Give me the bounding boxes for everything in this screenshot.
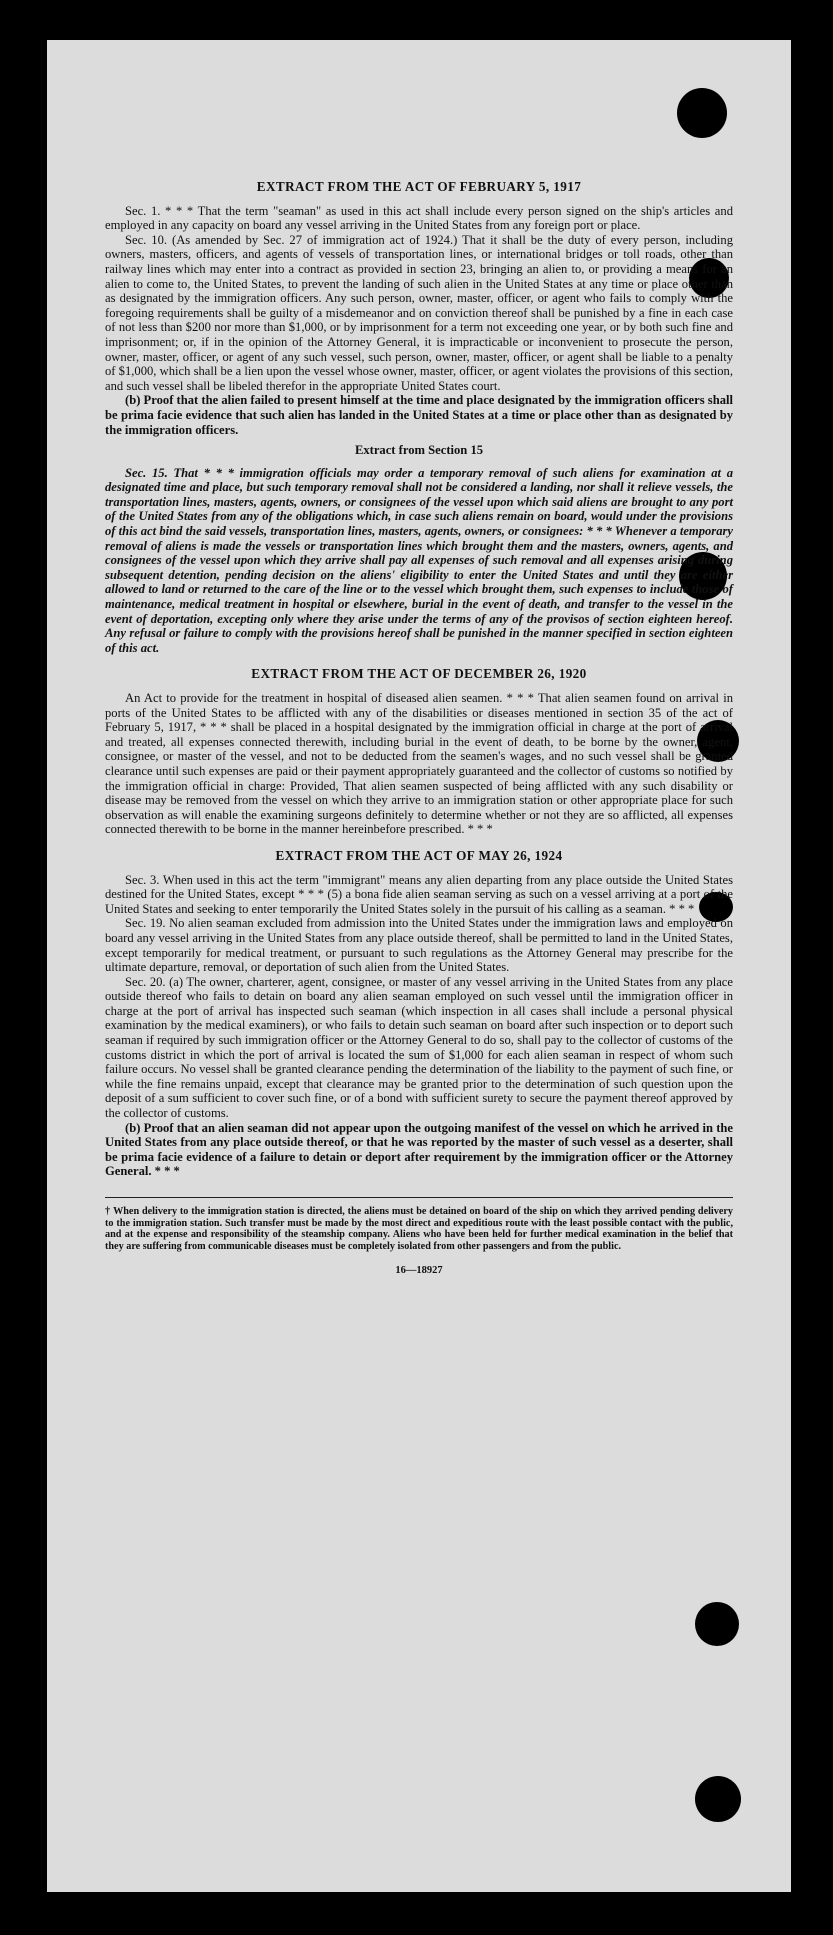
section-20a-paragraph: Sec. 20. (a) The owner, charterer, agent, consignee, or master of any vessel arriving in the United States from any place outside thereof who fails to detain on board any alien seaman employed on such vessel until the immigration officer in charge at the port of arrival has inspected such seaman (which inspection in all cases shall include a personal physical examination by the medical examiners), or who fails to detain such seaman on board after such inspection or to deport such seaman if required by such immigration officer or the Attorney General to do so, shall pay to the collector of customs of the customs district in which the port of arrival is located the sum of $1,000 for each alien seaman in respect of whom such failure occurs. No vessel shall be granted clearance pending the determination of the liability to the payment of such fine, or while the fine remains unpaid, except that clearance may be granted prior to the determination of such question upon the deposit of a sum sufficient to cover such fine, or of a bond with sufficient surety to secure the payment thereof approved by the collector of customs. (105, 974, 733, 1121)
footnote-divider (105, 1197, 733, 1198)
heading-act-1920: EXTRACT FROM THE ACT OF DECEMBER 26, 1920 (251, 666, 587, 682)
section-10-paragraph: Sec. 10. (As amended by Sec. 27 of immigration act of 1924.) That it shall be the duty of every person, including owners, masters, officers, and agents of vessels of transportation lines, or international bridges or toll roads, other than railway lines which may enter into a contract as provided in section 23, bringing an alien to, or providing a means for an alien to come to, the United States, to prevent the landing of such alien in the United States at any time or place other than as designated by the immigration officers. Any such person, owner, master, officer, or agent who fails to comply with the foregoing requirements shall be guilty of a misdemeanor and on conviction thereof shall be punished by a fine in each case of not less than $200 nor more than $1,000, or by imprisonment for a term not exceeding one year, or by both such fine and imprisonment; or, if in the opinion of the Attorney General, it is impracticable or inconvenient to prosecute the person, owner, master, officer, or agent of any such vessel, such person, owner, master, officer, or agent shall be liable to a penalty of $1,000, which shall be a lien upon the vessel whose owner, master, officer, or agent violates the provisions of this section, and such vessel shall be libeled therefor in the appropriate United States court. (105, 232, 733, 393)
document-body (105, 180, 733, 1279)
punch-hole (695, 1602, 739, 1646)
section-20b-paragraph: (b) Proof that an alien seaman did not appear upon the outgoing manifest of the vessel on which he arrived in the United States from any place outside thereof, or that he was reported by the master of such vessel as a deserter, shall be prima facie evidence of a failure to detain or deport after requirement by the immigration officer or the Attorney General. * * * (105, 1120, 733, 1179)
heading-act-1924: EXTRACT FROM THE ACT OF MAY 26, 1924 (275, 847, 563, 863)
section-3-paragraph: Sec. 3. When used in this act the term "immigrant" means any alien departing from any place outside the United States destined for the United States, except * * * (5) a bona fide alien seaman serving as such on a vessel arriving at a port of the United States and seeking to enter temporarily the United States solely in the pursuit of his calling as a seaman. * * * (105, 872, 733, 916)
punch-hole (677, 88, 727, 138)
section-10b-paragraph: (b) Proof that the alien failed to present himself at the time and place designated by the immigration officers shall be prima facie evidence that such alien has landed in the United States at a time or place other than as designated by the immigration officers. (105, 393, 733, 437)
section-19-paragraph: Sec. 19. No alien seaman excluded from admission into the United States under the immigration laws and employed on board any vessel arriving in the United States from any place outside thereof, shall be permitted to land in the United States, except temporarily for medical treatment, or pursuant to such regulations as the Attorney General may prescribe for the ultimate departure, removal, or deportation of such alien from the United States. (105, 916, 733, 975)
heading-act-1917: EXTRACT FROM THE ACT OF FEBRUARY 5, 1917 (256, 179, 582, 194)
section-1-paragraph: Sec. 1. * * * That the term "seaman" as used in this act shall include every person signed on the ship's articles and employed in any capacity on board any vessel arriving in the United States from any foreign port or place. (105, 203, 733, 233)
punch-hole (695, 1776, 741, 1822)
subheading-section-15: Extract from Section 15 (354, 443, 484, 458)
form-number: 16—18927 (395, 1265, 443, 1277)
footnote: † When delivery to the immigration station is directed, the aliens must be detained on board of the ship on which they arrived pending delivery to the immigration station. Such transfer must be made by the most direct and expeditious route with the least possible contact with the public, and at the expense and responsibility of the steamship company. Aliens who have been held for further medical examination in the belief that they are suffering from communicable diseases must be completely isolated from other passengers and from the public. (105, 1206, 733, 1252)
document-page (47, 40, 791, 1892)
act-1920-paragraph: An Act to provide for the treatment in hospital of diseased alien seamen. * * * That alien seamen found on arrival in ports of the United States to be afflicted with any of the disabilities or diseases mentioned in section 35 of the act of February 5, 1917, * * * shall be placed in a hospital designated by the immigration official in charge at the port of arrival and treated, all expenses connected therewith, including burial in the event of death, to be borne by the owner, agent, consignee, or master of the vessel, and not to be deducted from the seamen's wages, and no such vessel shall be granted clearance until such expenses are paid or their payment appropriately guaranteed and the collector of customs so notified by the immigration official in charge: Provided, That alien seamen suspected of being afflicted with any such disability or disease may be removed from the vessel on which they arrive to an immigration station or other appropriate place for such observation as will enable the examining surgeons definitely to determine whether or not they are so afflicted, all expenses connected therewith to be borne in the manner hereinbefore prescribed. * * * (105, 691, 733, 837)
section-15-paragraph: Sec. 15. That * * * immigration officials may order a temporary removal of such aliens for examination at a designated time and place, but such temporary removal shall not be considered a landing, nor shall it relieve vessels, the transportation lines, masters, agents, owners, or consignees of the vessel upon which said aliens are brought to any port of the United States from any of the obligations which, in case such aliens remain on board, would under the provisions of this act bind the said vessels, transportation lines, masters, agents, owners, or consignees: * * * Whenever a temporary removal of aliens is made the vessels or transportation lines which brought them and the masters, owners, agents, and consignees of the vessel upon which they arrive shall pay all expenses of such removal and all expenses arising during subsequent detention, pending decision on the aliens' eligibility to enter the United States and until they are either allowed to land or returned to the care of the line or to the vessel which brought them, such expenses to include those of maintenance, medical treatment in hospital or elsewhere, burial in the event of death, and transfer to the vessel in the event of deportation, excepting only where they arise under the terms of any of the provisos of section eighteen hereof. Any refusal or failure to comply with the provisions hereof shall be punished in the manner specified in section eighteen of this act. (105, 465, 733, 655)
